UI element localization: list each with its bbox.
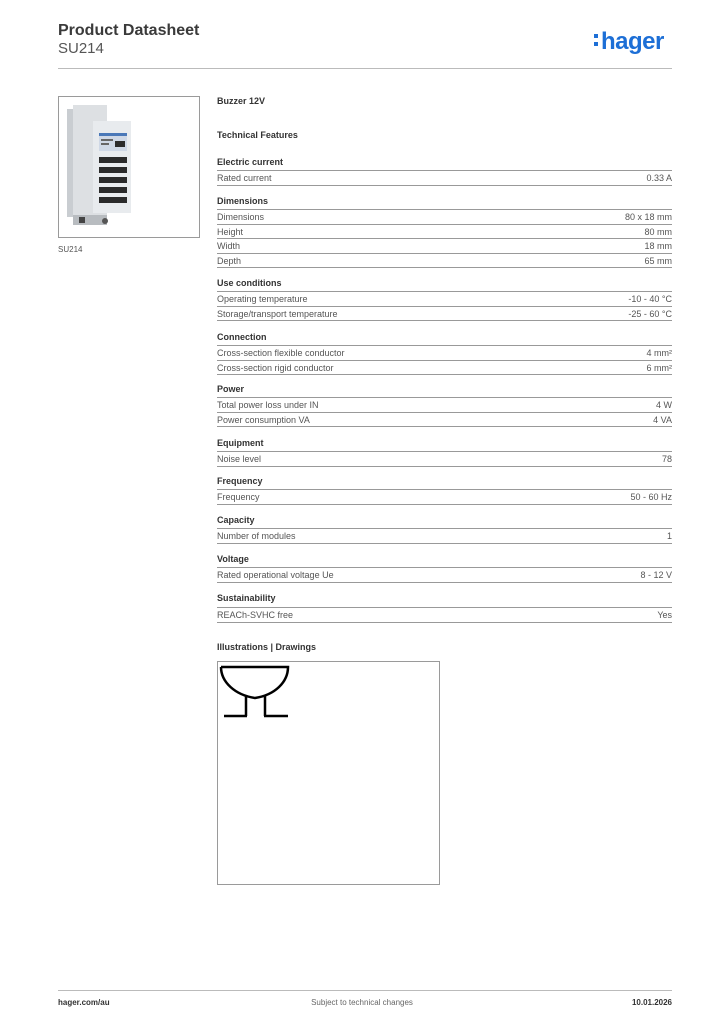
footer-date: 10.01.2026 [631,998,672,1007]
spec-value: 65 mm [644,255,672,266]
image-caption: SU214 [58,245,83,254]
product-name: Buzzer 12V [217,96,266,106]
spec-value: 4 mm² [646,348,672,358]
buzzer-device-icon [59,97,199,237]
spec-row [217,345,672,359]
product-image [58,96,200,238]
spec-label: Noise level [217,454,262,464]
section-title: Sustainability [217,593,276,603]
section-end-rule [217,504,672,505]
section-end-rule [217,374,672,375]
technical-features-heading: Technical Features [217,130,298,140]
footer-website[interactable]: hager.com/au [58,998,110,1007]
spec-label: Cross-section flexible conductor [217,348,345,358]
buzzer-symbol-icon [218,662,439,884]
footer-divider [58,990,672,991]
spec-row [217,306,672,320]
spec-row [217,360,672,374]
spec-row [217,412,672,426]
spec-value: 80 x 18 mm [624,212,672,222]
spec-value: 80 mm [644,226,672,237]
section-end-rule [217,185,672,186]
spec-value: 6 mm² [646,362,672,373]
hager-logo [594,28,664,56]
spec-label: Rated operational voltage Ue [217,570,334,580]
spec-row [217,489,672,503]
spec-row [217,224,672,238]
section-end-rule [217,320,672,321]
spec-label: Total power loss under IN [217,400,319,410]
spec-value: 0.33 A [646,173,672,183]
spec-label: Rated current [217,173,272,183]
spec-label: Frequency [217,492,260,502]
spec-value: 50 - 60 Hz [630,492,672,502]
logo-dots-icon [594,28,598,46]
spec-row [217,170,672,184]
spec-label: Storage/transport temperature [217,308,338,319]
section-title: Dimensions [217,196,269,206]
spec-row [217,607,672,621]
footer-note: Subject to technical changes [311,998,413,1007]
spec-row [217,567,672,581]
spec-label: Height [217,226,244,237]
illustrations-heading: Illustrations | Drawings [217,642,317,652]
section-title: Voltage [217,554,249,564]
spec-row [217,451,672,465]
spec-value: 18 mm [644,241,672,251]
product-code: SU214 [58,40,104,57]
spec-value: 1 [666,531,672,541]
section-title: Use conditions [217,278,282,288]
spec-row [217,291,672,305]
section-title: Connection [217,332,267,342]
spec-value: 4 VA [653,414,672,425]
drawing-box [217,661,440,885]
header-divider [58,68,672,69]
spec-label: Dimensions [217,212,265,222]
page-title: Product Datasheet [58,22,200,39]
spec-value: 4 W [655,400,672,410]
logo-text: hager [601,28,664,55]
section-end-rule [217,622,672,623]
section-end-rule [217,543,672,544]
spec-value: 8 - 12 V [640,570,672,580]
spec-label: REACh-SVHC free [217,610,294,620]
section-title: Power [217,384,245,394]
spec-value: -10 - 40 °C [628,294,672,304]
spec-row [217,238,672,252]
section-end-rule [217,426,672,427]
spec-label: Cross-section rigid conductor [217,362,334,373]
spec-label: Depth [217,255,242,266]
section-end-rule [217,466,672,467]
section-title: Capacity [217,515,255,525]
section-title: Equipment [217,438,264,448]
spec-row [217,209,672,223]
spec-label: Power consumption VA [217,414,310,425]
section-title: Electric current [217,157,284,167]
section-end-rule [217,582,672,583]
section-end-rule [217,267,672,268]
spec-label: Width [217,241,241,251]
spec-value: Yes [657,610,672,620]
spec-value: 78 [661,454,672,464]
spec-label: Operating temperature [217,294,308,304]
spec-value: -25 - 60 °C [628,308,672,319]
spec-row [217,528,672,542]
spec-row [217,253,672,267]
section-title: Frequency [217,476,263,486]
spec-row [217,397,672,411]
spec-label: Number of modules [217,531,296,541]
